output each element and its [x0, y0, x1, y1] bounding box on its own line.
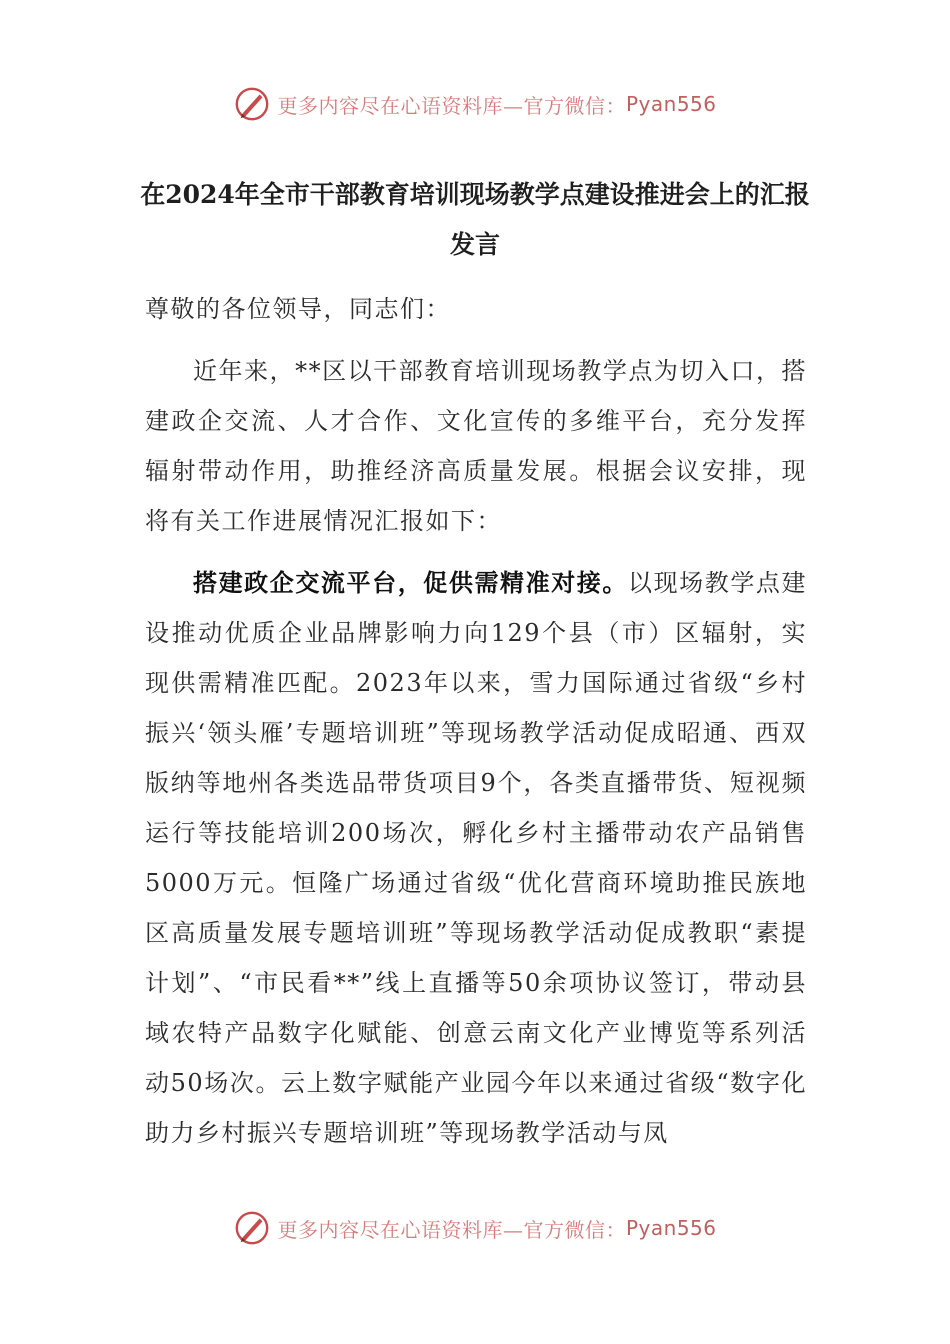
section-heading: 搭建政企交流平台，促供需精准对接。 [193, 568, 628, 597]
paragraph-section-1 [145, 558, 807, 1158]
document-body [145, 284, 807, 1158]
section-text: 以现场教学点建设推动优质企业品牌影响力向129个县（市）区辐射，实现供需精准匹配。2023年以来，雪力国际通过省级“乡村振兴‘领头雁’专题培训班”等现场教学活动促成昭通、西双版纳等地州各类选品带货项目9个，各类直播带货、短视频运行等技能培训200场次，孵化乡村主播带动农产品销售5000万元。恒隆广场通过省级“优化营商环境助推民族地区高质量发展专题培训班”等现场教学活动促成教职“素提计划”、“市民看**”线上直播等50余项协议签订，带动县域农特产品数字化赋能、创意云南文化产业博览等系列活动50场次。云上数字赋能产业园今年以来通过省级“数字化助力乡村振兴专题培训班”等现场教学活动与凤 [145, 569, 808, 1147]
paragraph-intro: 近年来，**区以干部教育培训现场教学点为切入口，搭建政企交流、人才合作、文化宣传的多维平台，充分发挥辐射带动作用，助推经济高质量发展。根据会议安排，现将有关工作进展情况汇报如下： [145, 357, 807, 535]
salutation: 尊敬的各位领导，同志们： [145, 295, 451, 323]
footer-wechat-id: Pyan556 [625, 1216, 717, 1240]
header-banner-text: 更多内容尽在心语资料库—官方微信： [277, 93, 626, 118]
footer-banner-text: 更多内容尽在心语资料库—官方微信： [277, 1217, 626, 1242]
document-title: 在2024年全市干部教育培训现场教学点建设推进会上的汇报发言 [140, 180, 810, 259]
pen-logo-icon [233, 85, 271, 123]
header-banner [0, 82, 950, 126]
pen-logo-icon [233, 1209, 271, 1247]
header-wechat-id: Pyan556 [625, 92, 717, 116]
footer-banner [0, 1206, 950, 1250]
